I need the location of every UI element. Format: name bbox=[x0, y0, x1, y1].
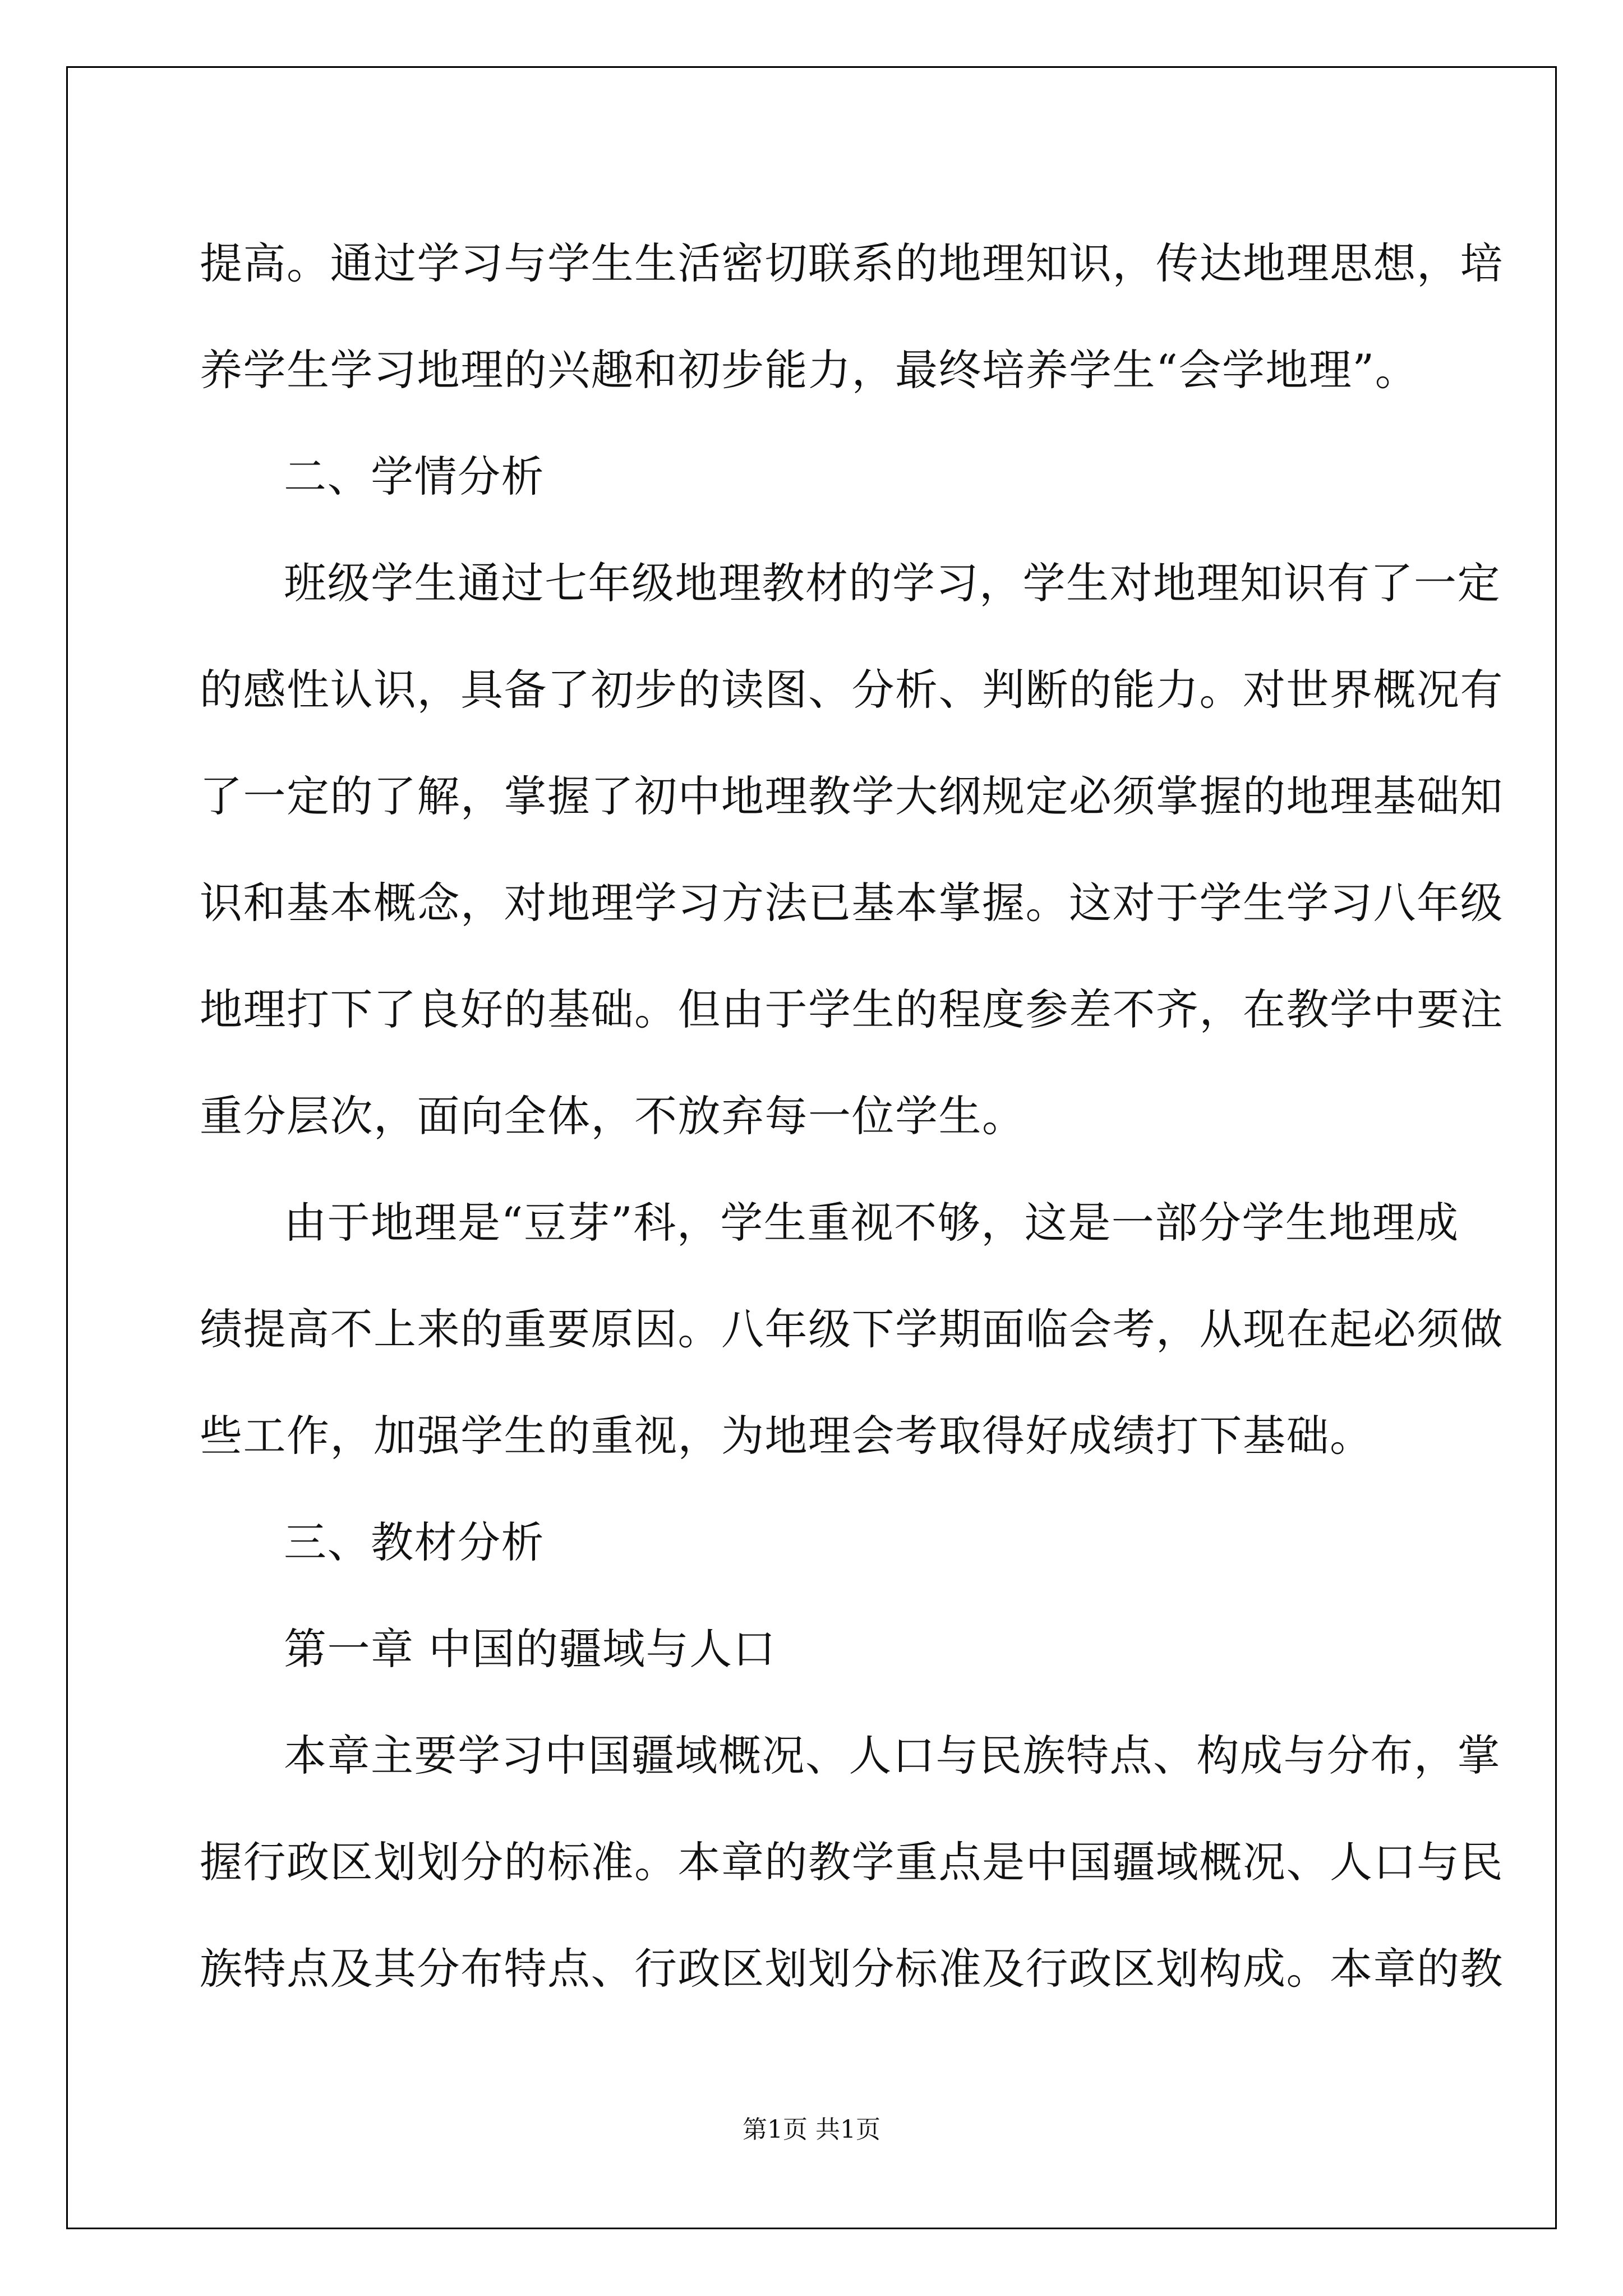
text-line: 提高。通过学习与学生生活密切联系的地理知识，传达地理思想，培 bbox=[200, 238, 1504, 288]
text-line: 重分层次，面向全体，不放弃每一位学生。 bbox=[200, 1091, 1026, 1141]
text-line: 些工作，加强学生的重视，为地理会考取得好成绩打下基础。 bbox=[200, 1411, 1373, 1461]
text-line: 握行政区划划分的标准。本章的教学重点是中国疆域概况、人口与民 bbox=[200, 1837, 1504, 1887]
text-line: 班级学生通过七年级地理教材的学习，学生对地理知识有了一定 bbox=[284, 558, 1501, 608]
text-line: 三、教材分析 bbox=[284, 1517, 545, 1567]
text-line: 了一定的了解，掌握了初中地理教学大纲规定必须掌握的地理基础知 bbox=[200, 771, 1504, 821]
text-line: 养学生学习地理的兴趣和初步能力，最终培养学生“会学地理”。 bbox=[200, 345, 1419, 395]
text-line: 本章主要学习中国疆域概况、人口与民族特点、构成与分布，掌 bbox=[284, 1731, 1501, 1780]
document-body bbox=[200, 210, 1504, 2022]
text-line: 的感性认识，具备了初步的读图、分析、判断的能力。对世界概况有 bbox=[200, 665, 1504, 715]
text-line: 地理打下了良好的基础。但由于学生的程度参差不齐，在教学中要注 bbox=[200, 984, 1504, 1034]
page-footer: 第1页 共1页 bbox=[743, 2115, 880, 2144]
text-line: 识和基本概念，对地理学习方法已基本掌握。这对于学生学习八年级 bbox=[200, 878, 1504, 928]
text-line: 族特点及其分布特点、行政区划划分标准及行政区划构成。本章的教 bbox=[200, 1944, 1504, 1994]
text-line: 由于地理是“豆芽”科，学生重视不够，这是一部分学生地理成 bbox=[284, 1198, 1459, 1248]
text-line: 第一章 中国的疆域与人口 bbox=[284, 1624, 777, 1674]
text-line: 二、学情分析 bbox=[284, 452, 545, 501]
text-line: 绩提高不上来的重要原因。八年级下学期面临会考，从现在起必须做 bbox=[200, 1304, 1504, 1354]
